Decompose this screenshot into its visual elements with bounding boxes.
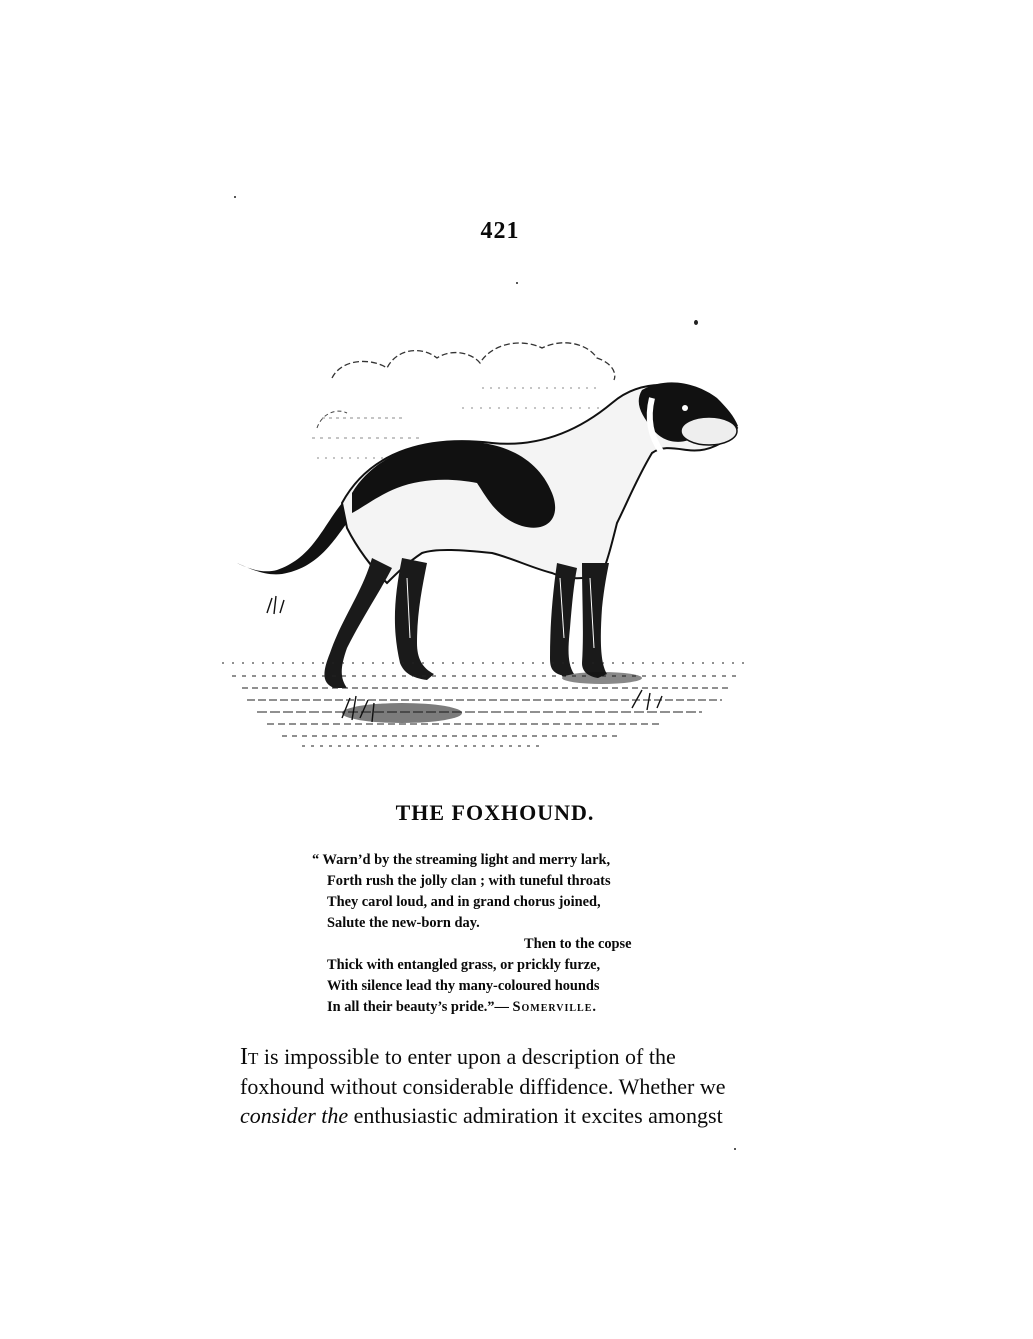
poem-line: “ Warn’d by the streaming light and merry lark,	[312, 852, 611, 868]
ink-speck	[734, 1148, 736, 1150]
chapter-title: THE FOXHOUND.	[395, 800, 595, 825]
poem-line: Thick with entangled grass, or prickly furze,	[327, 957, 601, 973]
foxhound-illustration	[222, 318, 752, 758]
cloud-outline	[332, 343, 615, 380]
dog-tail	[237, 503, 347, 574]
poem-line: Then to the copse	[524, 936, 632, 952]
poem-line: They carol loud, and in grand chorus joined,	[327, 894, 601, 910]
body-line-text: enthusiastic admiration it excites amongst	[353, 1103, 723, 1128]
poem-line-text: In all their beauty’s pride.”—	[327, 999, 509, 1015]
poem-line: Salute the new-born day.	[327, 915, 480, 931]
ink-speck	[516, 282, 518, 284]
poem-line: Forth rush the jolly clan ; with tuneful throats	[327, 873, 611, 889]
body-line	[240, 1042, 760, 1072]
dog-hind-leg-left	[324, 558, 392, 688]
body-paragraph	[240, 1042, 760, 1130]
grass-tufts	[267, 596, 662, 722]
ground-shading	[222, 663, 752, 746]
poem-line: With silence lead thy many-coloured hounds	[327, 978, 600, 994]
ink-speck	[694, 320, 698, 325]
body-line: foxhound without considerable diffidence. Whether we	[240, 1074, 726, 1099]
body-line-text: is impossible to enter upon a description of the	[263, 1044, 676, 1069]
body-line	[240, 1101, 760, 1130]
ink-speck	[234, 196, 236, 198]
dog-front-leg-left	[550, 563, 577, 676]
drop-cap: It	[240, 1044, 259, 1070]
poem-attribution: Somerville.	[512, 999, 597, 1015]
poem-line-last	[312, 997, 662, 1018]
epigraph-poem	[312, 850, 662, 1018]
body-italic-text: consider the	[240, 1103, 349, 1128]
page-number: 421	[480, 218, 520, 244]
dog-front-leg-right	[582, 563, 609, 678]
dog-hind-leg-right	[395, 558, 434, 680]
